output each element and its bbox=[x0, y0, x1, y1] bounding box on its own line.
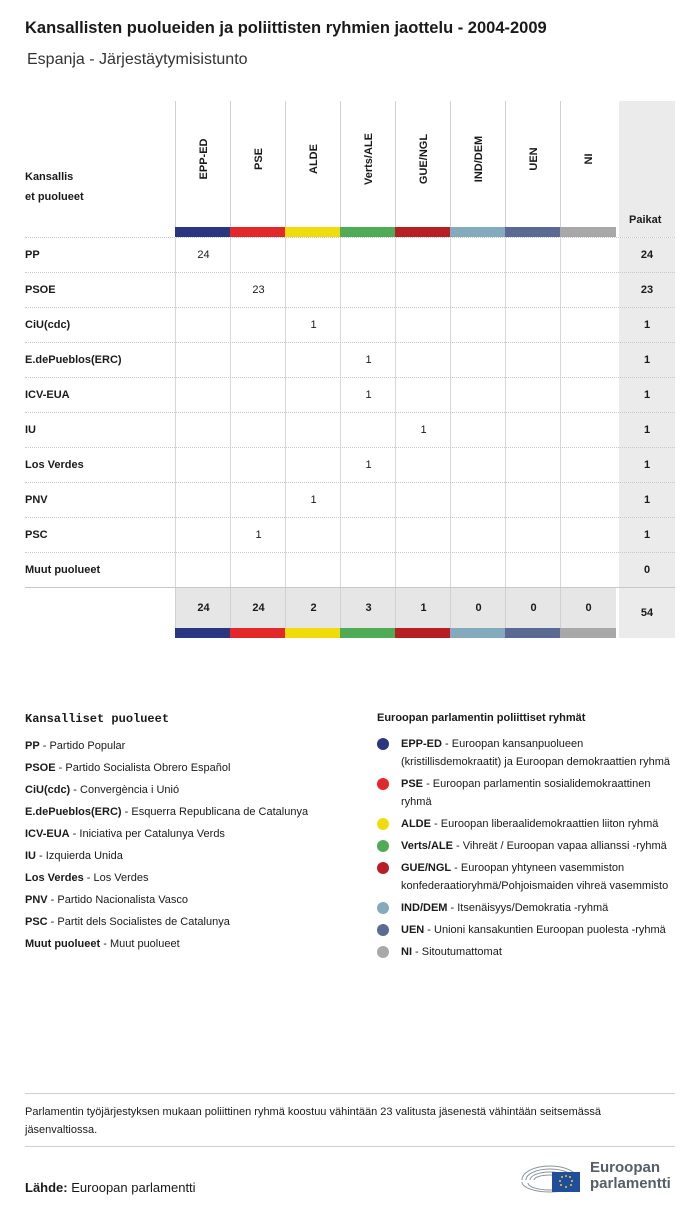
separator: - bbox=[412, 946, 422, 958]
group-total: 1 bbox=[395, 588, 451, 628]
source-line bbox=[25, 1180, 196, 1195]
source-value: Euroopan parlamentti bbox=[71, 1180, 196, 1195]
separator: - bbox=[441, 738, 452, 750]
group-abbr: UEN bbox=[401, 924, 425, 936]
seats-label: Paikat bbox=[629, 214, 662, 226]
seat-cell bbox=[175, 483, 231, 518]
seat-cell bbox=[395, 308, 451, 343]
group-abbr: PSE bbox=[401, 778, 424, 790]
row-total: 1 bbox=[619, 308, 675, 343]
group-legend-item bbox=[377, 815, 675, 833]
party-abbr: PSOE bbox=[25, 762, 56, 774]
party-full-name: Partido Nacionalista Vasco bbox=[57, 894, 189, 906]
seat-cell bbox=[450, 378, 506, 413]
group-legend-item bbox=[377, 837, 675, 855]
group-abbr: IND/DEM bbox=[401, 902, 448, 914]
seat-cell bbox=[505, 308, 561, 343]
party-name: PSC bbox=[25, 529, 48, 541]
column-header bbox=[395, 101, 451, 227]
group-full-name: Itsenäisyys/Demokratia -ryhmä bbox=[457, 902, 609, 914]
column-header bbox=[340, 101, 396, 227]
seat-cell bbox=[560, 413, 616, 448]
total-color-bar bbox=[450, 628, 506, 638]
party-legend-item bbox=[25, 735, 355, 757]
source-label: Lähde: bbox=[25, 1180, 68, 1195]
column-header-label: GUE/NGL bbox=[417, 133, 430, 185]
separator: - bbox=[430, 818, 441, 830]
row-total: 1 bbox=[619, 343, 675, 378]
seat-cell bbox=[560, 238, 616, 273]
party-legend-item bbox=[25, 867, 355, 889]
seat-cell: 1 bbox=[340, 343, 396, 378]
column-color-bar bbox=[560, 227, 616, 237]
column-header bbox=[505, 101, 561, 227]
seat-cell bbox=[450, 238, 506, 273]
party-full-name: Partido Socialista Obrero Español bbox=[65, 762, 231, 774]
column-header bbox=[175, 101, 231, 227]
seat-cell bbox=[340, 553, 396, 588]
separator: - bbox=[36, 850, 46, 862]
table-row bbox=[25, 342, 675, 377]
column-header-label: PSE bbox=[252, 147, 265, 171]
seat-cell bbox=[560, 553, 616, 588]
group-abbr: GUE/NGL bbox=[401, 862, 452, 874]
seat-cell bbox=[230, 308, 286, 343]
party-abbr: IU bbox=[25, 850, 36, 862]
totals-row bbox=[25, 587, 675, 637]
logo-text bbox=[590, 1160, 671, 1192]
seat-cell bbox=[175, 553, 231, 588]
party-name: ICV-EUA bbox=[25, 389, 70, 401]
total-color-bar bbox=[230, 628, 286, 638]
seat-cell bbox=[175, 308, 231, 343]
party-abbr: PSC bbox=[25, 916, 48, 928]
group-total: 24 bbox=[175, 588, 231, 628]
table-row bbox=[25, 517, 675, 552]
eu-parliament-logo bbox=[518, 1156, 678, 1196]
national-parties-legend bbox=[25, 712, 355, 955]
group-full-name: Sitoutumattomat bbox=[421, 946, 502, 958]
seat-cell bbox=[340, 238, 396, 273]
seat-cell bbox=[285, 273, 341, 308]
seat-cell bbox=[450, 413, 506, 448]
party-full-name: Partit dels Socialistes de Catalunya bbox=[57, 916, 230, 928]
party-name: Los Verdes bbox=[25, 459, 84, 471]
seat-cell bbox=[505, 518, 561, 553]
seat-cell bbox=[340, 518, 396, 553]
column-header-label: IND/DEM bbox=[472, 135, 485, 183]
column-header-label: EPP-ED bbox=[197, 138, 210, 180]
seat-cell bbox=[340, 308, 396, 343]
group-total: 0 bbox=[505, 588, 561, 628]
seat-cell bbox=[285, 343, 341, 378]
seat-cell bbox=[340, 483, 396, 518]
table-row bbox=[25, 412, 675, 447]
seat-cell bbox=[450, 343, 506, 378]
party-legend-item bbox=[25, 779, 355, 801]
column-color-bar bbox=[175, 227, 231, 237]
seat-cell bbox=[560, 483, 616, 518]
seat-cell bbox=[450, 308, 506, 343]
seat-cell bbox=[395, 483, 451, 518]
separator: - bbox=[70, 784, 81, 796]
column-color-bar bbox=[285, 227, 341, 237]
seat-cell: 1 bbox=[395, 413, 451, 448]
national-parties-heading: Kansalliset puolueet bbox=[25, 712, 170, 726]
column-header-label: UEN bbox=[527, 147, 540, 171]
seat-cell bbox=[395, 553, 451, 588]
table-row bbox=[25, 307, 675, 342]
party-abbr: ICV-EUA bbox=[25, 828, 70, 840]
separator: - bbox=[424, 924, 435, 936]
total-color-bar bbox=[285, 628, 341, 638]
row-total: 1 bbox=[619, 413, 675, 448]
separator: - bbox=[47, 894, 58, 906]
seat-cell bbox=[505, 238, 561, 273]
group-total: 3 bbox=[340, 588, 396, 628]
row-total: 0 bbox=[619, 553, 675, 588]
seat-cell bbox=[230, 483, 286, 518]
seat-cell bbox=[230, 343, 286, 378]
party-legend-item bbox=[25, 757, 355, 779]
separator: - bbox=[69, 828, 80, 840]
column-header-label: ALDE bbox=[307, 144, 320, 174]
seat-cell bbox=[450, 518, 506, 553]
group-color-dot bbox=[377, 862, 389, 874]
seat-cell bbox=[560, 378, 616, 413]
party-full-name: Esquerra Republicana de Catalunya bbox=[131, 806, 309, 818]
seat-cell bbox=[450, 483, 506, 518]
table-row bbox=[25, 447, 675, 482]
separator: - bbox=[83, 872, 94, 884]
seat-cell: 1 bbox=[285, 483, 341, 518]
column-color-bar bbox=[505, 227, 561, 237]
row-total: 1 bbox=[619, 378, 675, 413]
seat-cell bbox=[175, 448, 231, 483]
party-abbr: Muut puolueet bbox=[25, 938, 101, 950]
group-color-dot bbox=[377, 902, 389, 914]
table-row bbox=[25, 237, 675, 272]
seat-cell: 23 bbox=[230, 273, 286, 308]
group-total: 0 bbox=[450, 588, 506, 628]
party-legend-item bbox=[25, 845, 355, 867]
grand-total: 54 bbox=[619, 588, 675, 638]
row-total: 1 bbox=[619, 448, 675, 483]
group-legend-item bbox=[377, 921, 675, 939]
eu-parliament-logo-icon bbox=[518, 1156, 582, 1196]
column-header-label: NI bbox=[582, 153, 595, 165]
party-abbr: Los Verdes bbox=[25, 872, 84, 884]
seat-cell: 1 bbox=[340, 448, 396, 483]
seat-cell bbox=[560, 448, 616, 483]
group-abbr: ALDE bbox=[401, 818, 431, 830]
party-full-name: Los Verdes bbox=[93, 872, 149, 884]
seat-cell bbox=[560, 308, 616, 343]
seat-cell bbox=[395, 518, 451, 553]
group-total: 24 bbox=[230, 588, 286, 628]
column-color-bar bbox=[230, 227, 286, 237]
seat-cell bbox=[285, 448, 341, 483]
seat-cell bbox=[395, 378, 451, 413]
column-header bbox=[285, 101, 341, 227]
row-total: 1 bbox=[619, 518, 675, 553]
row-total: 1 bbox=[619, 483, 675, 518]
separator: - bbox=[423, 778, 433, 790]
group-abbr: NI bbox=[401, 946, 412, 958]
group-full-name: Vihreät / Euroopan vapaa allianssi -ryhmä bbox=[462, 840, 667, 852]
political-groups-legend bbox=[377, 712, 675, 965]
seat-cell bbox=[230, 413, 286, 448]
seat-cell bbox=[230, 553, 286, 588]
separator: - bbox=[100, 938, 110, 950]
seat-cell bbox=[230, 448, 286, 483]
group-color-dot bbox=[377, 946, 389, 958]
group-full-name: Euroopan yhtyneen vasemmiston konfederaatioryhmä/Pohjoismaiden vihreä vasemmisto bbox=[401, 862, 669, 892]
logo-line2: parlamentti bbox=[590, 1175, 671, 1192]
table-row bbox=[25, 552, 675, 587]
seat-cell bbox=[450, 448, 506, 483]
group-full-name: Euroopan kansanpuolueen (kristillisdemokraatit) ja Euroopan demokraattien ryhmä bbox=[401, 738, 670, 768]
party-full-name: Muut puolueet bbox=[109, 938, 180, 950]
seat-cell bbox=[505, 483, 561, 518]
total-color-bar bbox=[395, 628, 451, 638]
separator: - bbox=[55, 762, 66, 774]
seat-cell bbox=[395, 343, 451, 378]
seat-cell bbox=[285, 413, 341, 448]
footnote: Parlamentin työjärjestyksen mukaan poliittinen ryhmä koostuu vähintään 23 valitusta jäsenestä vähintään seitsemässä jäsenvaltiossa. bbox=[25, 1093, 675, 1147]
group-legend-item bbox=[377, 859, 675, 895]
seat-cell bbox=[505, 553, 561, 588]
seat-cell bbox=[175, 343, 231, 378]
group-abbr: EPP-ED bbox=[401, 738, 442, 750]
corner-label: Kansallis et puolueet bbox=[25, 171, 84, 203]
group-legend-item bbox=[377, 775, 675, 811]
table-row bbox=[25, 272, 675, 307]
group-legend-item bbox=[377, 943, 675, 961]
seat-cell bbox=[175, 273, 231, 308]
group-legend-item bbox=[377, 735, 675, 771]
row-total: 24 bbox=[619, 238, 675, 273]
table-row bbox=[25, 482, 675, 517]
party-legend-item bbox=[25, 801, 355, 823]
group-color-dot bbox=[377, 924, 389, 936]
total-color-bar bbox=[505, 628, 561, 638]
seat-cell: 1 bbox=[230, 518, 286, 553]
seat-cell bbox=[505, 378, 561, 413]
table-header bbox=[25, 101, 675, 237]
party-name: PNV bbox=[25, 494, 48, 506]
separator: - bbox=[451, 862, 461, 874]
party-name: PSOE bbox=[25, 284, 56, 296]
separator: - bbox=[39, 740, 50, 752]
seat-cell bbox=[505, 273, 561, 308]
seat-cell bbox=[560, 343, 616, 378]
table-row bbox=[25, 377, 675, 412]
group-color-dot bbox=[377, 840, 389, 852]
party-name: E.dePueblos(ERC) bbox=[25, 354, 122, 366]
separator: - bbox=[47, 916, 58, 928]
party-full-name: Iniciativa per Catalunya Verds bbox=[79, 828, 225, 840]
group-total: 2 bbox=[285, 588, 341, 628]
group-legend-item bbox=[377, 899, 675, 917]
seat-cell bbox=[285, 378, 341, 413]
seats-header bbox=[619, 101, 675, 237]
seat-cell bbox=[450, 553, 506, 588]
total-color-bar bbox=[175, 628, 231, 638]
party-name: IU bbox=[25, 424, 36, 436]
column-header bbox=[560, 101, 616, 227]
seat-cell bbox=[395, 273, 451, 308]
seat-cell bbox=[285, 238, 341, 273]
party-full-name: Convergència i Unió bbox=[80, 784, 180, 796]
party-legend-item bbox=[25, 889, 355, 911]
row-total: 23 bbox=[619, 273, 675, 308]
seat-cell bbox=[505, 343, 561, 378]
page-title: Kansallisten puolueiden ja poliittisten ryhmien jaottelu - 2004-2009 bbox=[25, 19, 547, 37]
seat-cell bbox=[450, 273, 506, 308]
group-abbr: Verts/ALE bbox=[401, 840, 453, 852]
seat-cell bbox=[505, 448, 561, 483]
seat-cell bbox=[395, 238, 451, 273]
column-header bbox=[450, 101, 506, 227]
seat-cell bbox=[340, 413, 396, 448]
seat-cell bbox=[175, 378, 231, 413]
group-full-name: Unioni kansakuntien Euroopan puolesta -ryhmä bbox=[434, 924, 666, 936]
seat-cell bbox=[395, 448, 451, 483]
separator: - bbox=[447, 902, 458, 914]
group-color-dot bbox=[377, 778, 389, 790]
group-color-dot bbox=[377, 738, 389, 750]
column-color-bar bbox=[395, 227, 451, 237]
group-full-name: Euroopan parlamentin sosialidemokraattinen ryhmä bbox=[401, 778, 651, 808]
seat-cell bbox=[560, 273, 616, 308]
column-header bbox=[230, 101, 286, 227]
page-subtitle: Espanja - Järjestäytymisistunto bbox=[27, 51, 248, 68]
group-color-dot bbox=[377, 818, 389, 830]
party-abbr: E.dePueblos(ERC) bbox=[25, 806, 122, 818]
party-name: CiU(cdc) bbox=[25, 319, 71, 331]
party-legend-item bbox=[25, 823, 355, 845]
seat-cell: 1 bbox=[285, 308, 341, 343]
seat-cell bbox=[340, 273, 396, 308]
seat-cell bbox=[175, 413, 231, 448]
column-color-bar bbox=[340, 227, 396, 237]
seat-cell bbox=[230, 238, 286, 273]
party-abbr: CiU(cdc) bbox=[25, 784, 71, 796]
seat-cell bbox=[230, 378, 286, 413]
seat-cell bbox=[285, 553, 341, 588]
total-color-bar bbox=[560, 628, 616, 638]
group-full-name: Euroopan liberaalidemokraattien liiton ryhmä bbox=[440, 818, 659, 830]
seat-cell bbox=[505, 413, 561, 448]
party-abbr: PP bbox=[25, 740, 40, 752]
party-legend-item bbox=[25, 911, 355, 933]
seat-cell bbox=[560, 518, 616, 553]
group-total: 0 bbox=[560, 588, 616, 628]
party-abbr: PNV bbox=[25, 894, 48, 906]
party-full-name: Partido Popular bbox=[49, 740, 126, 752]
logo-line1: Euroopan bbox=[590, 1159, 660, 1176]
party-full-name: Izquierda Unida bbox=[45, 850, 123, 862]
party-legend-item bbox=[25, 933, 355, 955]
seat-cell bbox=[285, 518, 341, 553]
column-color-bar bbox=[450, 227, 506, 237]
party-name: Muut puolueet bbox=[25, 564, 101, 576]
total-color-bar bbox=[340, 628, 396, 638]
seat-cell: 24 bbox=[175, 238, 231, 273]
seat-cell: 1 bbox=[340, 378, 396, 413]
political-groups-heading: Euroopan parlamentin poliittiset ryhmät bbox=[377, 712, 586, 724]
separator: - bbox=[121, 806, 132, 818]
separator: - bbox=[452, 840, 463, 852]
column-header-label: Verts/ALE bbox=[362, 133, 375, 185]
party-name: PP bbox=[25, 249, 40, 261]
seat-cell bbox=[175, 518, 231, 553]
